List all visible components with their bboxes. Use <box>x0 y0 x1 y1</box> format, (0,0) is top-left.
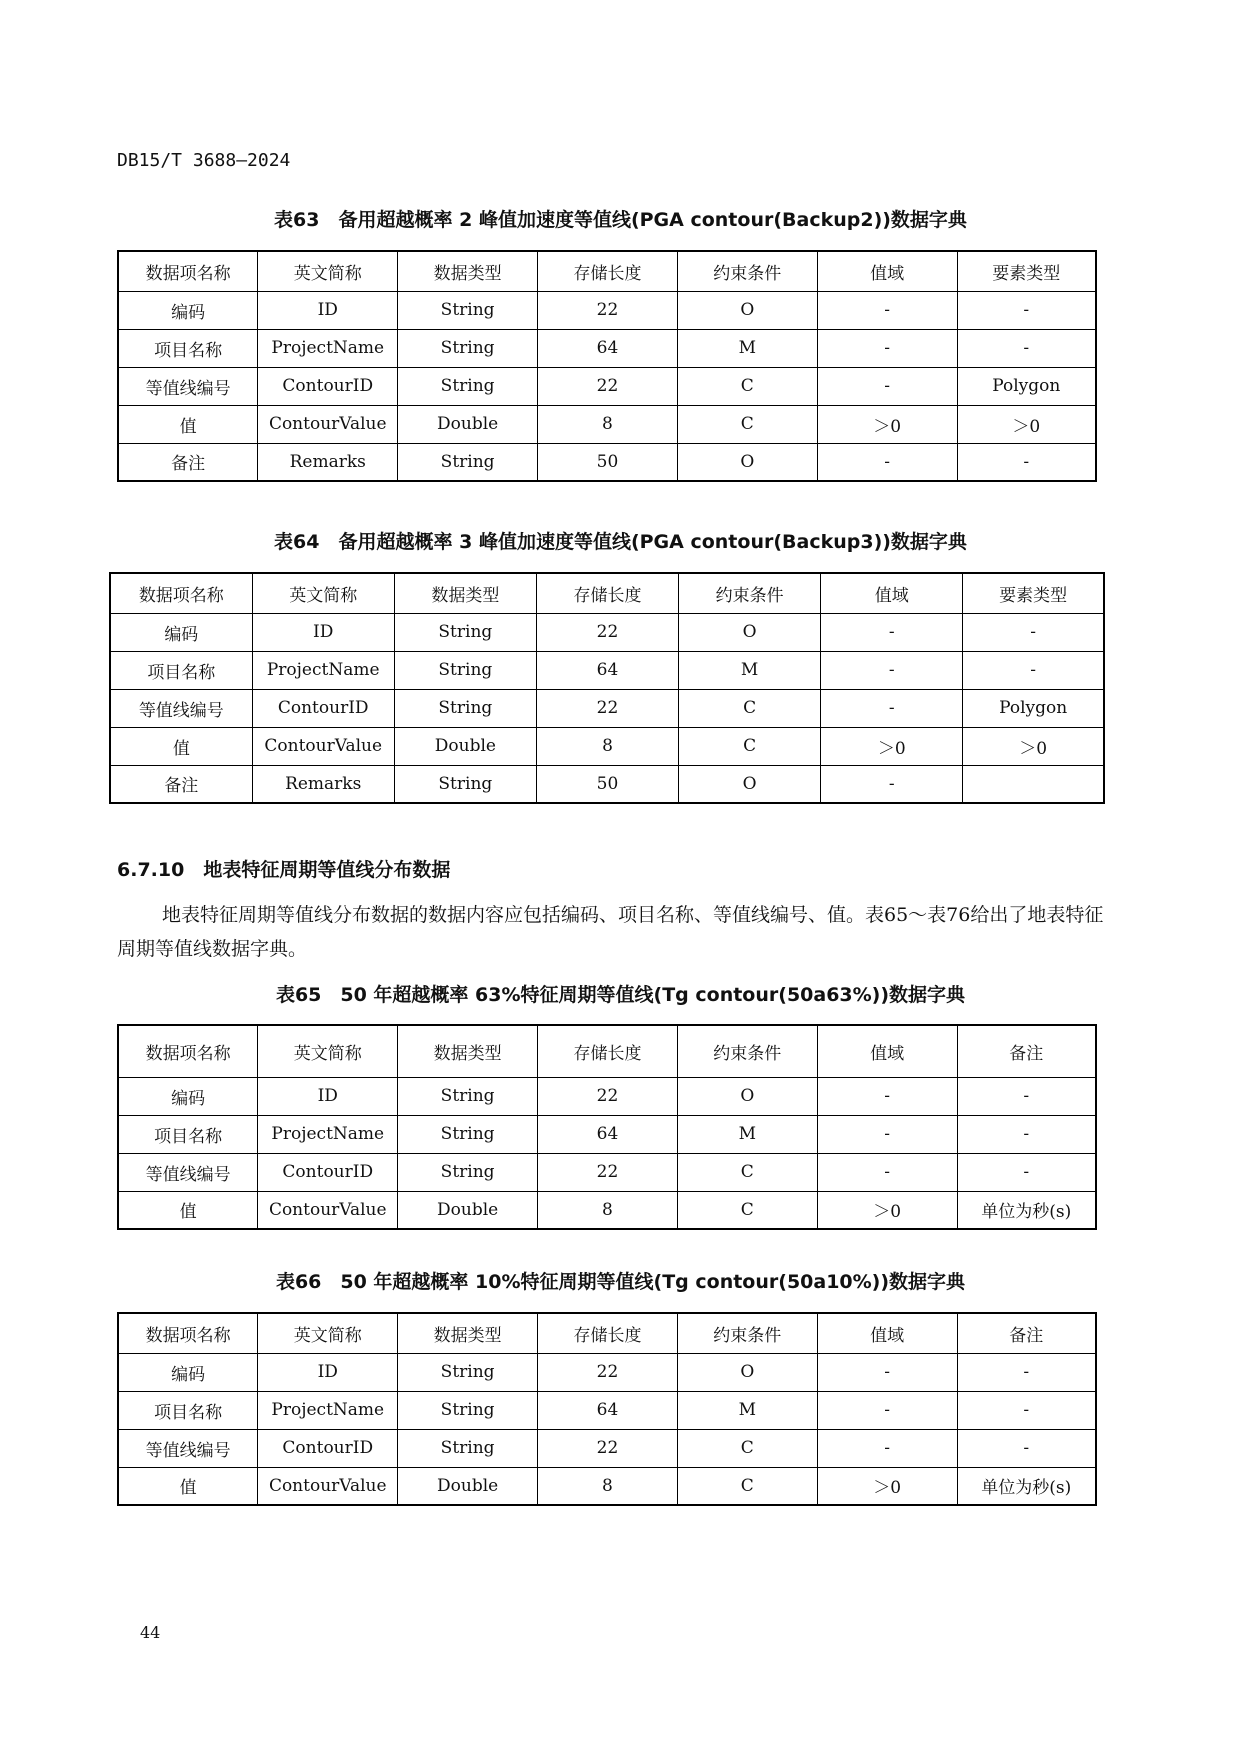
table-66 <box>117 1312 1097 1506</box>
table-cell: - <box>817 1429 957 1467</box>
column-header: 要素类型 <box>963 573 1104 613</box>
table-cell: C <box>677 367 817 405</box>
table-cell: - <box>963 651 1104 689</box>
table-cell: ID <box>258 1077 398 1115</box>
table-cell: String <box>394 613 536 651</box>
table-cell: - <box>817 1353 957 1391</box>
table-cell: Double <box>398 1467 538 1505</box>
column-header: 数据项名称 <box>110 573 252 613</box>
table-cell: - <box>957 1353 1096 1391</box>
table-cell: 值 <box>110 727 252 765</box>
table-cell: String <box>394 651 536 689</box>
table-cell: 单位为秒(s) <box>957 1191 1096 1229</box>
page-number: 44 <box>140 1623 161 1642</box>
table-cell: O <box>679 765 821 803</box>
table-cell: 项目名称 <box>118 329 258 367</box>
table-cell: 编码 <box>118 1077 258 1115</box>
column-header: 数据项名称 <box>118 1025 258 1077</box>
table-row <box>118 1115 1096 1153</box>
table-cell: 等值线编号 <box>118 367 258 405</box>
table-cell: 22 <box>538 367 678 405</box>
table-cell: 值 <box>118 1467 258 1505</box>
table-row <box>118 405 1096 443</box>
table-cell: 8 <box>538 1467 678 1505</box>
table-cell: String <box>398 1429 538 1467</box>
table-row <box>118 1391 1096 1429</box>
table-cell: Polygon <box>957 367 1096 405</box>
table-cell: 值 <box>118 405 258 443</box>
table-cell: ＞0 <box>821 727 963 765</box>
table-63 <box>117 250 1097 482</box>
table-cell: - <box>957 1391 1096 1429</box>
column-header: 数据项名称 <box>118 251 258 291</box>
table-cell: String <box>398 1353 538 1391</box>
table-cell: 项目名称 <box>118 1391 258 1429</box>
table-cell: ID <box>252 613 394 651</box>
table-cell: O <box>679 613 821 651</box>
table-cell: - <box>817 1115 957 1153</box>
table-cell: 64 <box>538 1115 678 1153</box>
column-header: 约束条件 <box>677 1313 817 1353</box>
table-cell: - <box>957 329 1096 367</box>
table-cell: - <box>821 613 963 651</box>
column-header: 英文简称 <box>258 251 398 291</box>
table-cell: ProjectName <box>258 1115 398 1153</box>
table-cell: C <box>677 1429 817 1467</box>
column-header: 值域 <box>817 1313 957 1353</box>
table-row <box>118 1077 1096 1115</box>
column-header: 约束条件 <box>679 573 821 613</box>
column-header: 存储长度 <box>538 251 678 291</box>
table-row <box>110 613 1104 651</box>
table-cell: 22 <box>538 1153 678 1191</box>
table-cell: ProjectName <box>252 651 394 689</box>
table-row <box>118 367 1096 405</box>
table-cell: - <box>817 1077 957 1115</box>
table-cell: 22 <box>536 613 678 651</box>
table-cell: String <box>394 689 536 727</box>
table-cell: 项目名称 <box>118 1115 258 1153</box>
table-cell: M <box>679 651 821 689</box>
column-header: 约束条件 <box>677 1025 817 1077</box>
table-cell: ID <box>258 291 398 329</box>
table-cell: 22 <box>538 291 678 329</box>
column-header: 数据类型 <box>394 573 536 613</box>
table-cell: - <box>817 1391 957 1429</box>
column-header: 值域 <box>817 1025 957 1077</box>
table-cell: ProjectName <box>258 329 398 367</box>
table-cell: O <box>677 1353 817 1391</box>
table-row <box>118 1153 1096 1191</box>
table-cell: String <box>398 291 538 329</box>
table-row <box>118 1353 1096 1391</box>
table-cell: - <box>817 1153 957 1191</box>
table-cell: 8 <box>536 727 678 765</box>
table-cell: Remarks <box>252 765 394 803</box>
table-64-caption: 表64 备用超越概率 3 峰值加速度等值线(PGA contour(Backup3))数据字典 <box>274 531 967 553</box>
table-cell: ＞0 <box>963 727 1104 765</box>
table-row <box>118 1429 1096 1467</box>
table-cell: 64 <box>538 329 678 367</box>
table-63-caption: 表63 备用超越概率 2 峰值加速度等值线(PGA contour(Backup2))数据字典 <box>274 209 967 231</box>
column-header: 英文简称 <box>258 1313 398 1353</box>
section-heading: 6.7.10 地表特征周期等值线分布数据 <box>117 859 451 881</box>
table-row <box>110 651 1104 689</box>
document-code: DB15/T 3688—2024 <box>117 150 291 171</box>
column-header: 存储长度 <box>538 1313 678 1353</box>
table-cell: - <box>957 291 1096 329</box>
table-cell: - <box>957 1115 1096 1153</box>
table-63-body <box>118 251 1096 481</box>
table-65-body <box>118 1025 1096 1229</box>
table-cell: M <box>677 1115 817 1153</box>
table-cell: 编码 <box>118 1353 258 1391</box>
table-cell: 单位为秒(s) <box>957 1467 1096 1505</box>
table-cell: - <box>817 329 957 367</box>
table-cell: ＞0 <box>817 405 957 443</box>
table-64-body <box>110 573 1104 803</box>
table-65 <box>117 1024 1097 1230</box>
table-cell: 22 <box>538 1077 678 1115</box>
table-cell: Double <box>398 1191 538 1229</box>
table-cell: 编码 <box>110 613 252 651</box>
table-cell: 编码 <box>118 291 258 329</box>
table-row <box>118 1191 1096 1229</box>
table-cell: M <box>677 329 817 367</box>
table-cell: O <box>677 443 817 481</box>
table-cell: ContourValue <box>258 1191 398 1229</box>
table-cell: - <box>817 443 957 481</box>
table-row <box>110 689 1104 727</box>
table-cell: O <box>677 291 817 329</box>
table-cell: Double <box>398 405 538 443</box>
table-cell: String <box>398 443 538 481</box>
column-header: 存储长度 <box>536 573 678 613</box>
column-header: 英文简称 <box>258 1025 398 1077</box>
table-row <box>118 1467 1096 1505</box>
table-cell: C <box>677 1467 817 1505</box>
table-cell: Remarks <box>258 443 398 481</box>
table-cell: 等值线编号 <box>110 689 252 727</box>
table-cell: - <box>817 367 957 405</box>
table-cell: String <box>398 1077 538 1115</box>
table-cell: Double <box>394 727 536 765</box>
table-row <box>110 727 1104 765</box>
table-cell: - <box>957 1153 1096 1191</box>
table-header-row <box>118 1025 1096 1077</box>
column-header: 值域 <box>821 573 963 613</box>
table-cell: 8 <box>538 1191 678 1229</box>
table-cell: C <box>679 727 821 765</box>
column-header: 英文简称 <box>252 573 394 613</box>
table-cell: String <box>398 329 538 367</box>
table-cell: String <box>398 367 538 405</box>
table-cell: ContourValue <box>252 727 394 765</box>
table-cell: 22 <box>536 689 678 727</box>
column-header: 备注 <box>957 1313 1096 1353</box>
column-header: 约束条件 <box>677 251 817 291</box>
table-cell: 项目名称 <box>110 651 252 689</box>
column-header: 值域 <box>817 251 957 291</box>
column-header: 数据类型 <box>398 1025 538 1077</box>
table-cell: - <box>963 613 1104 651</box>
table-row <box>118 291 1096 329</box>
table-cell: ContourValue <box>258 405 398 443</box>
table-cell: ID <box>258 1353 398 1391</box>
column-header: 要素类型 <box>957 251 1096 291</box>
table-row <box>110 765 1104 803</box>
table-cell: String <box>398 1115 538 1153</box>
table-cell: 50 <box>536 765 678 803</box>
table-header-row <box>118 1313 1096 1353</box>
table-cell: 等值线编号 <box>118 1429 258 1467</box>
table-cell: ContourID <box>258 1429 398 1467</box>
table-cell: M <box>677 1391 817 1429</box>
table-cell: - <box>957 443 1096 481</box>
table-cell: C <box>677 405 817 443</box>
table-cell: 备注 <box>110 765 252 803</box>
table-header-row <box>110 573 1104 613</box>
table-66-caption: 表66 50 年超越概率 10%特征周期等值线(Tg contour(50a10%))数据字典 <box>275 1271 966 1293</box>
table-cell: String <box>398 1153 538 1191</box>
table-cell: ProjectName <box>258 1391 398 1429</box>
table-cell <box>963 765 1104 803</box>
table-cell: - <box>821 689 963 727</box>
table-cell: O <box>677 1077 817 1115</box>
table-cell: String <box>394 765 536 803</box>
table-row <box>118 329 1096 367</box>
column-header: 存储长度 <box>538 1025 678 1077</box>
table-cell: C <box>677 1153 817 1191</box>
table-cell: 64 <box>536 651 678 689</box>
table-65-caption: 表65 50 年超越概率 63%特征周期等值线(Tg contour(50a63%))数据字典 <box>275 984 966 1006</box>
table-cell: ＞0 <box>817 1191 957 1229</box>
table-cell: 等值线编号 <box>118 1153 258 1191</box>
table-cell: - <box>821 651 963 689</box>
table-cell: - <box>957 1077 1096 1115</box>
table-cell: 50 <box>538 443 678 481</box>
table-cell: String <box>398 1391 538 1429</box>
column-header: 数据类型 <box>398 1313 538 1353</box>
table-header-row <box>118 251 1096 291</box>
column-header: 数据项名称 <box>118 1313 258 1353</box>
table-cell: - <box>821 765 963 803</box>
table-cell: 22 <box>538 1429 678 1467</box>
table-cell: - <box>957 1429 1096 1467</box>
table-cell: 64 <box>538 1391 678 1429</box>
table-cell: 22 <box>538 1353 678 1391</box>
table-cell: ContourID <box>258 1153 398 1191</box>
table-66-body <box>118 1313 1096 1505</box>
section-paragraph: 地表特征周期等值线分布数据的数据内容应包括编码、项目名称、等值线编号、值。表65～表76给出了地表特征周期等值线数据字典。 <box>117 904 1104 960</box>
table-cell: C <box>679 689 821 727</box>
table-cell: ＞0 <box>817 1467 957 1505</box>
table-cell: ContourID <box>252 689 394 727</box>
table-cell: ContourID <box>258 367 398 405</box>
column-header: 备注 <box>957 1025 1096 1077</box>
table-cell: 备注 <box>118 443 258 481</box>
table-cell: ContourValue <box>258 1467 398 1505</box>
column-header: 数据类型 <box>398 251 538 291</box>
table-64 <box>109 572 1105 804</box>
table-cell: C <box>677 1191 817 1229</box>
table-cell: - <box>817 291 957 329</box>
table-cell: ＞0 <box>957 405 1096 443</box>
table-row <box>118 443 1096 481</box>
table-cell: Polygon <box>963 689 1104 727</box>
table-cell: 值 <box>118 1191 258 1229</box>
table-cell: 8 <box>538 405 678 443</box>
